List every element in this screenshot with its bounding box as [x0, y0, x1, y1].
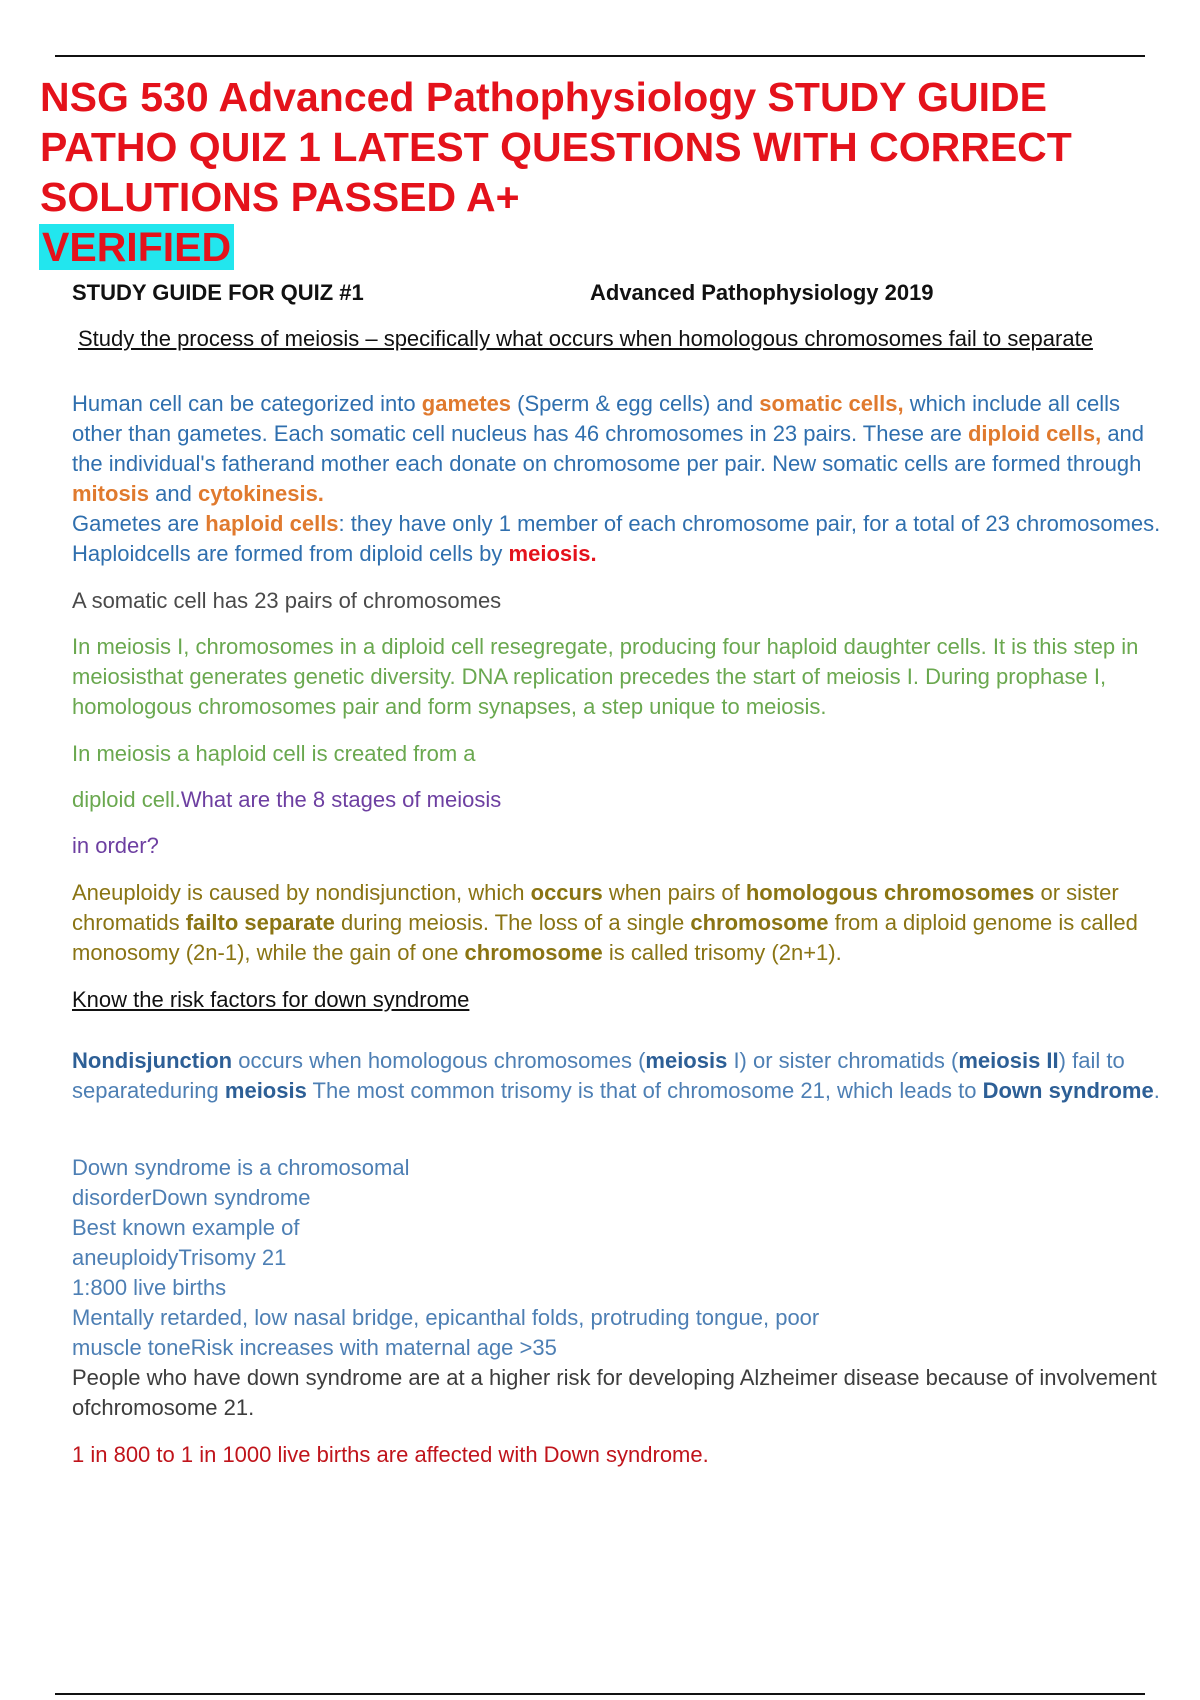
paragraph-diploid-stages: diploid cell.What are the 8 stages of meiosis	[72, 787, 502, 812]
paragraph-somatic-pairs: A somatic cell has 23 pairs of chromosomes	[72, 588, 502, 613]
header-right: Advanced Pathophysiology 2019	[590, 280, 934, 305]
title-line-3: SOLUTIONS PASSED A+	[40, 174, 520, 220]
paragraph-aneuploidy: Aneuploidy is caused by nondisjunction, which occurs when pairs of homologous chromosomes or sister chromatids failto separate during meiosis. The loss of a single chromosome from a diploid genome is called monosomy (2n-1), while the gain of one chromosome is called trisomy (2n+1).	[72, 880, 1138, 965]
paragraph-meiosis-one: In meiosis I, chromosomes in a diploid cell resegregate, producing four haploid daughter cells. It is this step in meiosisthat generates genetic diversity. DNA replication precedes the start of meiosis I. During prophase I, homologous chromosomes pair and form synapses, a step unique to meiosis.	[72, 634, 1139, 719]
document-title	[40, 72, 1180, 272]
paragraph-cell-types: Human cell can be categorized into gametes (Sperm & egg cells) and somatic cells, which include all cells other than gametes. Each somatic cell nucleus has 46 chromosomes in 23 pairs. These are diploid cells, and the individual's fatherand mother each donate on chromosome per pair. New somatic cells are formed through mitosis and cytokinesis. Gametes are haploid cells: they have only 1 member of each chromosome pair, for a total of 23 chromosomes. Haploidcells are formed from diploid cells by meiosis.	[72, 391, 1161, 566]
guide-header	[72, 280, 1172, 310]
top-rule	[55, 55, 1145, 57]
title-line-1: NSG 530 Advanced Pathophysiology STUDY GUIDE	[40, 74, 1048, 120]
paragraph-in-order: in order?	[72, 833, 159, 858]
section-subheading: Study the process of meiosis – specifically what occurs when homologous chromosomes fail to separate	[78, 326, 1093, 351]
header-left: STUDY GUIDE FOR QUIZ #1	[72, 280, 364, 305]
verified-badge: VERIFIED	[39, 224, 234, 270]
title-line-2: PATHO QUIZ 1 LATEST QUESTIONS WITH CORRECT	[40, 124, 1072, 170]
paragraph-haploid-created: In meiosis a haploid cell is created from a	[72, 741, 476, 766]
paragraph-live-births: 1 in 800 to 1 in 1000 live births are affected with Down syndrome.	[72, 1442, 709, 1467]
paragraph-nondisjunction: Nondisjunction occurs when homologous chromosomes (meiosis I) or sister chromatids (meiosis II) fail to separateduring meiosis The most common trisomy is that of chromosome 21, which leads to Down syndrome.	[72, 1048, 1160, 1103]
paragraph-down-syndrome: Down syndrome is a chromosomal disorderDown syndrome Best known example of aneuploidyTrisomy 21 1:800 live births Mentally retarded, low nasal bridge, epicanthal folds, protruding tongue, poor muscle toneRisk increases with maternal age >35 People who have down syndrome are at a higher risk for developing Alzheimer disease because of involvement ofchromosome 21.	[72, 1155, 1157, 1420]
bottom-rule	[55, 1693, 1145, 1695]
risk-factors-heading: Know the risk factors for down syndrome	[72, 987, 470, 1012]
